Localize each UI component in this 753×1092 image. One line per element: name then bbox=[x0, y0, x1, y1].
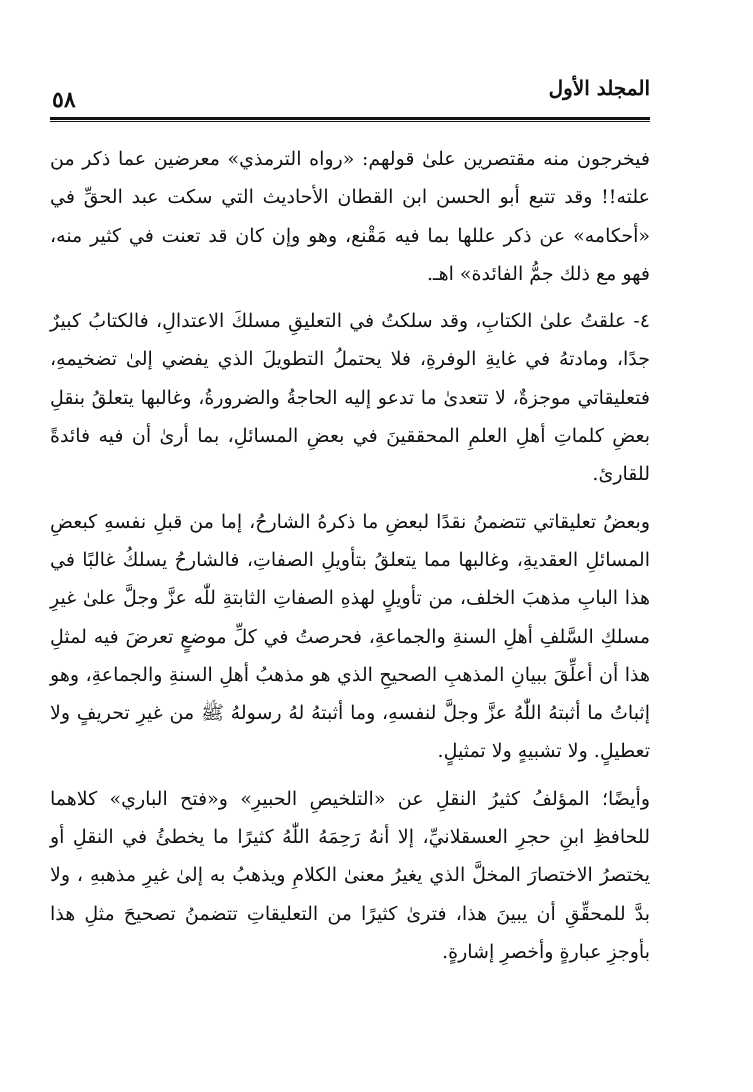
book-page bbox=[50, 68, 650, 1068]
page-header bbox=[50, 68, 650, 118]
paragraph-quote-end: فيخرجون منه مقتصرين علىٰ قولهم: «رواه الترمذي» معرضين عما ذكر من علته!! وقد تتبع أبو الحسن ابن القطان الأحاديث التي سكت عبد الحقِّ في «أحكامه» عن ذكر عللها بما فيه مَقْنع، وهو وإن كان قد تعنت في كثير منه، فهو مع ذلك جمُّ الفائدة» اهـ. bbox=[50, 148, 650, 285]
running-head: المجلد الأول bbox=[548, 76, 650, 100]
paragraph-commentary-approach: ٤- علقتُ علىٰ الكتابِ، وقد سلكتُ في التعليقِ مسلكَ الاعتدالِ، فالكتابُ كبيرٌ جدًا، ومادتهُ في غايةِ الوفرةِ، فلا يحتملُ التطويلَ الذي يفضي إلىٰ تضخيمهِ، فتعليقاتي موجزةٌ، لا تتعدىٰ ما تدعو إليه الحاجةُ والضرورةُ، وغالبها يتعلقُ بنقلِ بعضِ كلماتِ أهلِ العلمِ المحققينَ في بعضِ المسائلِ، بما أرىٰ أن فيه فائدةً للقارئ. bbox=[50, 310, 650, 486]
body-text bbox=[50, 140, 650, 971]
paragraph-creed-notes: وبعضُ تعليقاتي تتضمنُ نقدًا لبعضِ ما ذكرهُ الشارحُ، إما من قبلِ نفسهِ كبعضِ المسائلِ العقديةِ، وغالبها مما يتعلقُ بتأويلِ الصفاتِ، فالشارحُ يسلكُ غالبًا في هذا البابِ مذهبَ الخلف، من تأويلٍ لهذهِ الصفاتِ الثابتةِ للّٰه عزَّ وجلَّ علىٰ غيرِ مسلكِ السَّلفِ أهلِ السنةِ والجماعةِ، فحرصتُ في كلِّ موضعٍ تعرضَ فيه لمثلِ هذا أن أعلِّقَ ببيانِ المذهبِ الصحيحِ الذي هو مذهبُ أهلِ السنةِ والجماعةِ، وهو إثباتُ ما أثبتهُ اللّٰهُ عزَّ وجلَّ لنفسهِ، وما أثبتهُ لهُ رسولهُ ﷺ من غيرِ تحريفٍ ولا تعطيلٍ. ولا تشبيهٍ ولا تمثيلٍ. bbox=[50, 510, 650, 763]
paragraph-citation-corrections: وأيضًا؛ المؤلفُ كثيرُ النقلِ عن «التلخيصِ الحبيرِ» و«فتح الباري» كلاهما للحافظِ ابنِ حجرِ العسقلانيِّ، إلا أنهُ رَحِمَهُ اللّٰهُ كثيرًا ما يخطئُ في النقلِ أو يختصرُ الاختصارَ المخلَّ الذي يغيرُ معنىٰ الكلامِ ويذهبُ به إلىٰ غيرِ مذهبهِ ، ولا بدَّ للمحقِّقِ أن يبينَ هذا، فترىٰ كثيرًا من التعليقاتِ تتضمنُ تصحيحَ مثلِ هذا بأوجزِ عبارةٍ وأخصرِ إشارةٍ. bbox=[50, 787, 650, 963]
page-number: ٥٨ bbox=[52, 87, 76, 113]
header-rule bbox=[50, 117, 650, 122]
